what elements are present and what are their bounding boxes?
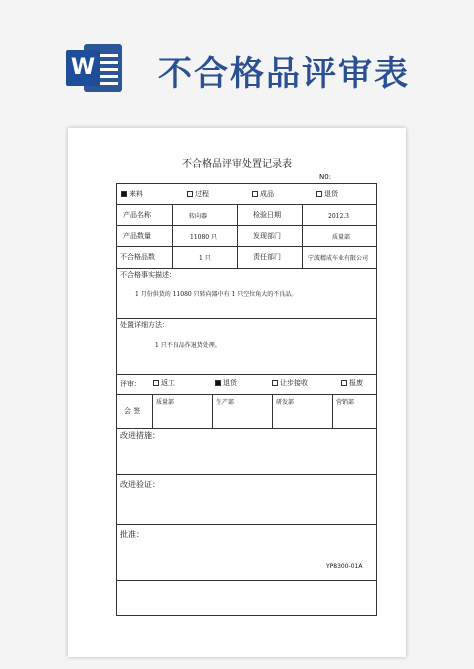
checkbox-checked-icon bbox=[121, 191, 127, 197]
type-option-incoming[interactable]: 来料 bbox=[121, 190, 143, 199]
disposal-method-text: 1 只不良品作退货处理。 bbox=[155, 342, 221, 349]
document-page bbox=[68, 128, 406, 657]
document-title: 不合格品评审处置记录表 bbox=[182, 159, 292, 170]
product-name-value: 转向器 bbox=[189, 213, 208, 220]
nc-qty-value: 1 只 bbox=[199, 255, 211, 262]
checkbox-icon bbox=[341, 380, 347, 386]
word-icon: W bbox=[66, 40, 124, 96]
type-option-finished[interactable]: 成品 bbox=[252, 190, 274, 199]
found-dept-value: 质量部 bbox=[332, 234, 351, 241]
product-qty-label: 产品数量 bbox=[123, 232, 151, 240]
form-code: YP8300-01A bbox=[326, 563, 363, 570]
banner-title: 不合格品评审表 bbox=[158, 54, 410, 94]
resp-dept-value: 宁波精成车业有限公司 bbox=[308, 255, 369, 262]
document-number-label: N0: bbox=[319, 173, 332, 181]
review-option-rework[interactable]: 返工 bbox=[153, 379, 175, 388]
nc-qty-label: 不合格品数 bbox=[120, 253, 155, 261]
checkbox-checked-icon bbox=[215, 380, 221, 386]
checkbox-icon bbox=[153, 380, 159, 386]
banner bbox=[0, 0, 474, 110]
review-label: 评审： bbox=[120, 380, 141, 388]
review-option-scrap[interactable]: 报废 bbox=[341, 379, 363, 388]
review-option-concession[interactable]: 让步接收 bbox=[272, 379, 308, 388]
type-option-return[interactable]: 退货 bbox=[316, 190, 338, 199]
checkbox-icon bbox=[272, 380, 278, 386]
inspect-date-label: 检验日期 bbox=[253, 211, 281, 219]
sign-dept-rnd: 研发部 bbox=[276, 399, 295, 406]
sign-dept-quality: 质量部 bbox=[156, 399, 175, 406]
inspect-date-value: 2012.3 bbox=[328, 213, 349, 220]
checkbox-icon bbox=[252, 191, 258, 197]
nc-description-label: 不合格事实描述： bbox=[120, 271, 176, 279]
resp-dept-label: 责任部门 bbox=[253, 253, 281, 261]
review-option-return[interactable]: 退货 bbox=[215, 379, 237, 388]
product-name-label: 产品名称 bbox=[123, 211, 151, 219]
countersign-label: 会 签 bbox=[124, 407, 141, 415]
disposal-method-label: 处置详细方法： bbox=[120, 321, 169, 329]
record-form bbox=[116, 183, 377, 616]
product-qty-value: 11080 只 bbox=[190, 234, 217, 241]
improvement-label: 改进措施： bbox=[120, 431, 160, 440]
type-option-process[interactable]: 过程 bbox=[187, 190, 209, 199]
sign-dept-sales: 营销部 bbox=[336, 399, 355, 406]
sign-dept-production: 生产部 bbox=[216, 399, 235, 406]
checkbox-icon bbox=[316, 191, 322, 197]
checkbox-icon bbox=[187, 191, 193, 197]
verification-label: 改进验证： bbox=[120, 480, 160, 489]
found-dept-label: 发现部门 bbox=[253, 232, 281, 240]
approval-label: 批准： bbox=[120, 530, 144, 539]
nc-description-text: 1 月份供货的 11080 只转向器中有 1 只空位角大的不良品。 bbox=[135, 291, 298, 298]
